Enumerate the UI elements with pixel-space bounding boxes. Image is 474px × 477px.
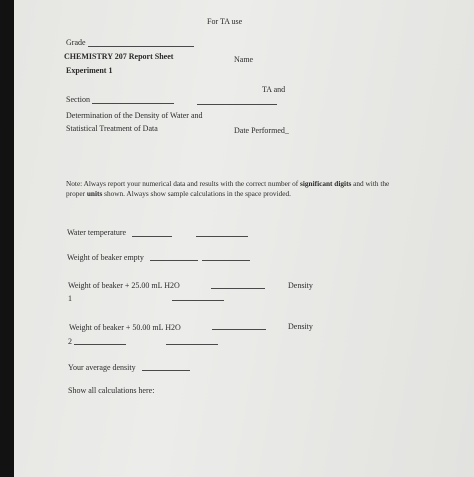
weight-empty-unit-line[interactable] [202, 260, 250, 261]
ta-line[interactable] [197, 104, 277, 105]
trial-2-label: 2 [68, 337, 72, 346]
grade-line[interactable] [88, 46, 194, 47]
water-temperature-unit-line[interactable] [196, 236, 248, 237]
density-1-label: Density [288, 281, 313, 290]
density-2-label: Density [288, 322, 313, 331]
instructions-note: Note: Always report your numerical data and results with the correct number of significant digits and with the proper units shown. Always show sample calculations in the space provided. [66, 179, 390, 198]
date-performed-label: Date Performed_ [234, 126, 289, 135]
weight-empty-label: Weight of beaker empty [67, 253, 144, 262]
title-line-1: Determination of the Density of Water and [66, 111, 203, 120]
weight-50ml-line[interactable] [212, 329, 266, 330]
trial-2-line[interactable] [74, 344, 126, 345]
section-line[interactable] [92, 103, 174, 104]
water-temperature-value-line[interactable] [132, 236, 172, 237]
for-ta-use-label: For TA use [207, 17, 243, 26]
course-title: CHEMISTRY 207 Report Sheet [64, 52, 174, 61]
weight-empty-value-line[interactable] [150, 260, 198, 261]
experiment-label: Experiment 1 [66, 66, 113, 75]
weight-25ml-line[interactable] [211, 288, 265, 289]
section-label: Section [66, 95, 90, 104]
report-sheet [14, 0, 474, 477]
significant-digits-text: significant digits [300, 179, 352, 188]
average-density-line[interactable] [142, 370, 190, 371]
average-density-label: Your average density [68, 363, 136, 372]
name-label: Name [234, 55, 254, 64]
show-calculations-label: Show all calculations here: [68, 386, 155, 395]
ta-and-label: TA and [262, 85, 286, 94]
title-line-2: Statistical Treatment of Data [66, 124, 158, 133]
trial-1-label: 1 [68, 294, 72, 303]
density-1-line[interactable] [172, 300, 224, 301]
units-text: units [86, 188, 103, 198]
grade-label: Grade [66, 38, 86, 47]
density-2-line[interactable] [166, 344, 218, 345]
weight-25ml-label: Weight of beaker + 25.00 mL H2O [68, 281, 180, 290]
weight-50ml-label: Weight of beaker + 50.00 mL H2O [69, 323, 181, 332]
water-temperature-label: Water temperature [67, 228, 127, 237]
